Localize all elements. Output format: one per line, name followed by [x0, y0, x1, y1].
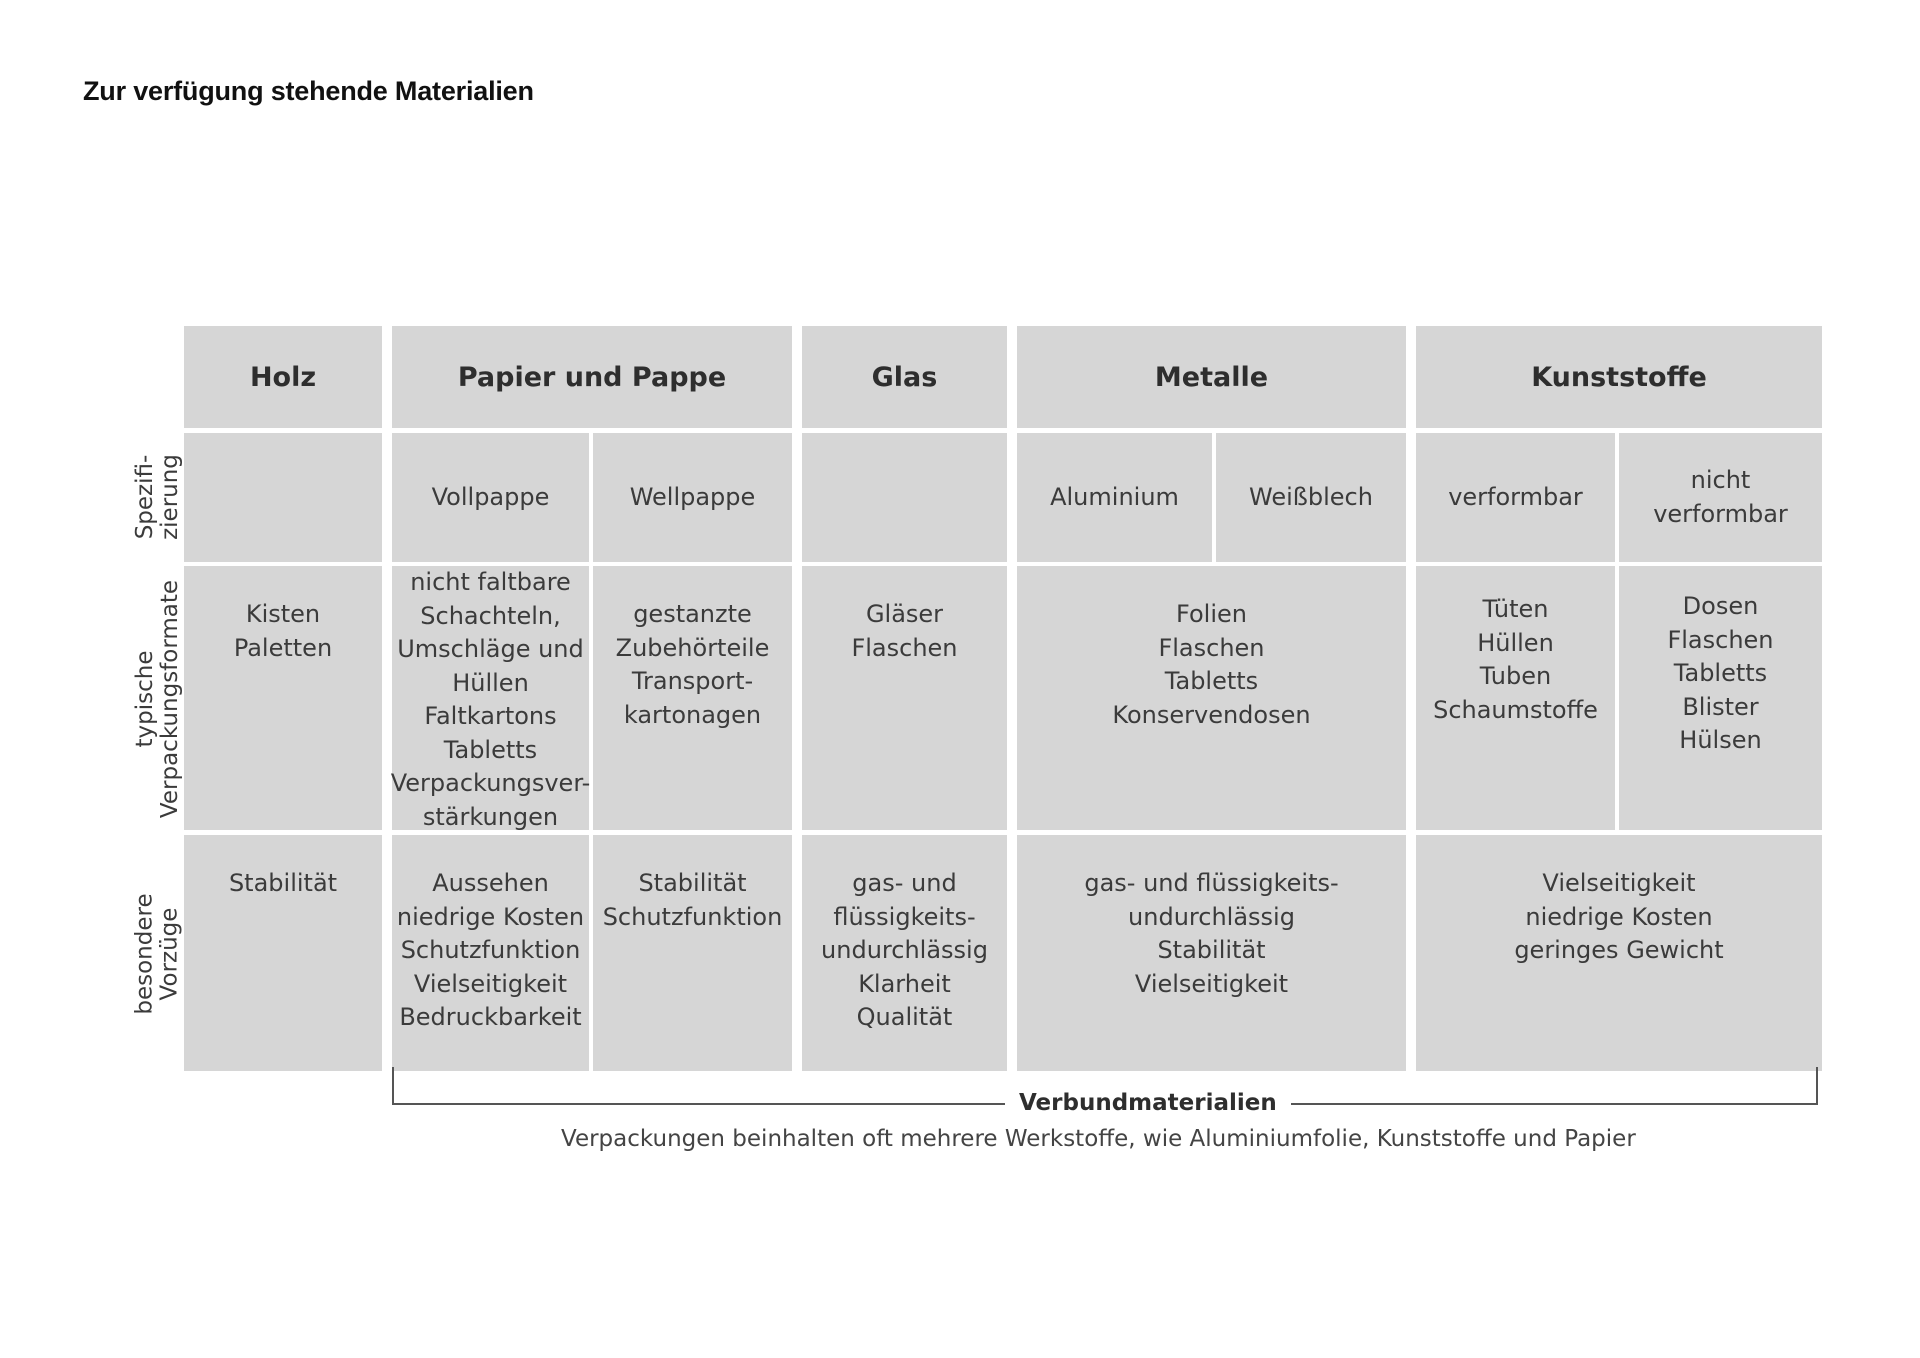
- cell-line: Verpackungsver-: [390, 769, 591, 797]
- row-label-spezifizierung: [128, 432, 188, 562]
- page-title: Zur verfügung stehende Materialien: [83, 76, 534, 106]
- cell-line: typische: [132, 650, 159, 748]
- cell-line: geringes Gewicht: [1514, 936, 1724, 964]
- cell-line: niedrige Kosten: [1525, 902, 1713, 931]
- cell-line: Kisten: [245, 600, 321, 628]
- formate-nicht-verformbar: [1619, 566, 1822, 830]
- cell-line: niedrige Kosten: [396, 902, 585, 931]
- cell-line: Flaschen: [851, 633, 958, 662]
- cell-line: Flaschen: [1667, 625, 1774, 654]
- cell-line: Faltkartons: [424, 702, 557, 730]
- cell-line: undurchlässig: [1128, 902, 1295, 931]
- formate-wellpappe: [593, 566, 792, 830]
- vorzuege-metalle: [1017, 835, 1406, 1071]
- cell-line: Vielseitigkeit: [1542, 869, 1696, 897]
- vorzuege-glas: [802, 835, 1007, 1071]
- cell-line: Stabilität: [638, 869, 747, 897]
- spec-aluminium: [1017, 433, 1212, 562]
- cell-line: besondere: [132, 892, 159, 1015]
- spec-nicht-verformbar: [1619, 433, 1822, 562]
- cell-line: Zubehörteile: [615, 633, 770, 662]
- cell-line: Bedruckbarkeit: [399, 1003, 582, 1031]
- cell-line: gas- und: [852, 869, 957, 897]
- cell-line: Stabilität: [228, 869, 338, 897]
- cell-line: Umschläge und: [397, 635, 584, 663]
- row-label-text: [133, 580, 183, 818]
- cell-line: Konservendosen: [1112, 700, 1311, 729]
- header-holz: Holz: [184, 326, 382, 428]
- cell-line: nicht: [1690, 466, 1751, 494]
- cell-line: Schaumstoffe: [1433, 695, 1598, 724]
- cell-line: Verpackungsformate: [157, 579, 184, 819]
- cell-line: Dosen: [1682, 592, 1759, 620]
- spec-weissblech: [1216, 433, 1406, 562]
- cell-line: Vielseitigkeit: [1134, 969, 1289, 998]
- cell-line: Schutzfunktion: [602, 902, 783, 931]
- cell-line: Tabletts: [1164, 667, 1259, 695]
- spec-verformbar: [1416, 433, 1615, 562]
- cell-line: Transport-: [631, 667, 754, 695]
- spec-vollpappe: [392, 433, 589, 562]
- cell-line: Blister: [1682, 692, 1759, 721]
- cell-line: Tabletts: [1673, 659, 1768, 687]
- cell-line: Schachteln,: [420, 601, 561, 630]
- cell-line: Stabilität: [1157, 936, 1266, 964]
- cell-line: verformbar: [1653, 499, 1788, 528]
- formate-holz: [184, 566, 382, 830]
- formate-metalle: [1017, 566, 1406, 830]
- spec-holz: [184, 433, 382, 562]
- cell-line: Aussehen: [432, 869, 549, 897]
- cell-line: Tüten: [1482, 595, 1549, 623]
- row-label-text: [133, 454, 183, 540]
- cell-line: Paletten: [233, 633, 333, 662]
- cell-line: Qualität: [856, 1003, 953, 1031]
- cell-line: Folien: [1176, 600, 1247, 628]
- cell-line: flüssigkeits-: [833, 902, 976, 931]
- formate-verformbar: [1416, 566, 1615, 830]
- cell-line: Flaschen: [1158, 633, 1265, 662]
- cell-line: gestanzte: [633, 600, 752, 628]
- cell-line: Vollpappe: [431, 482, 550, 511]
- cell-line: Klarheit: [858, 969, 951, 998]
- spec-glas: [802, 433, 1007, 562]
- cell-line: Wellpappe: [629, 482, 756, 511]
- vorzuege-wellpappe: [593, 835, 792, 1071]
- cell-line: Tabletts: [443, 735, 538, 764]
- cell-line: zierung: [157, 454, 184, 540]
- cell-line: Schutzfunktion: [400, 936, 581, 964]
- header-kunststoffe: Kunststoffe: [1416, 326, 1822, 428]
- cell-line: Weißblech: [1249, 482, 1373, 511]
- cell-line: verformbar: [1448, 482, 1583, 511]
- vorzuege-holz: [184, 835, 382, 1071]
- vorzuege-vollpappe: [392, 835, 589, 1071]
- cell-line: Vorzüge: [157, 907, 184, 1000]
- cell-line: Gläser: [865, 600, 944, 628]
- cell-line: Vielseitigkeit: [413, 969, 568, 998]
- header-metalle: Metalle: [1017, 326, 1406, 428]
- cell-line: Hülsen: [1679, 726, 1762, 754]
- row-label-vorzuege: [128, 836, 188, 1071]
- vorzuege-kunststoffe: [1416, 835, 1822, 1071]
- row-label-text: [133, 893, 183, 1014]
- cell-line: Aluminium: [1050, 482, 1179, 511]
- header-papier-und-pappe: Papier und Pappe: [392, 326, 792, 428]
- cell-line: stärkungen: [422, 802, 559, 831]
- spec-wellpappe: [593, 433, 792, 562]
- cell-line: Spezifi-: [132, 454, 159, 540]
- row-label-verpackungsformate: [128, 568, 188, 830]
- cell-line: undurchlässig: [821, 936, 988, 964]
- footnote: Verpackungen beinhalten oft mehrere Werkstoffe, wie Aluminiumfolie, Kunststoffe und Papier: [561, 1126, 1636, 1152]
- header-glas: Glas: [802, 326, 1007, 428]
- formate-vollpappe: [392, 566, 589, 830]
- cell-line: Tuben: [1479, 662, 1552, 690]
- cell-line: kartonagen: [623, 700, 762, 729]
- verbundmaterialien-label: Verbundmaterialien: [1005, 1090, 1291, 1116]
- cell-line: gas- und flüssigkeits-: [1084, 869, 1339, 897]
- formate-glas: [802, 566, 1007, 830]
- cell-line: nicht faltbare: [410, 568, 571, 596]
- cell-line: Hüllen: [1477, 628, 1554, 657]
- cell-line: Hüllen: [452, 668, 529, 697]
